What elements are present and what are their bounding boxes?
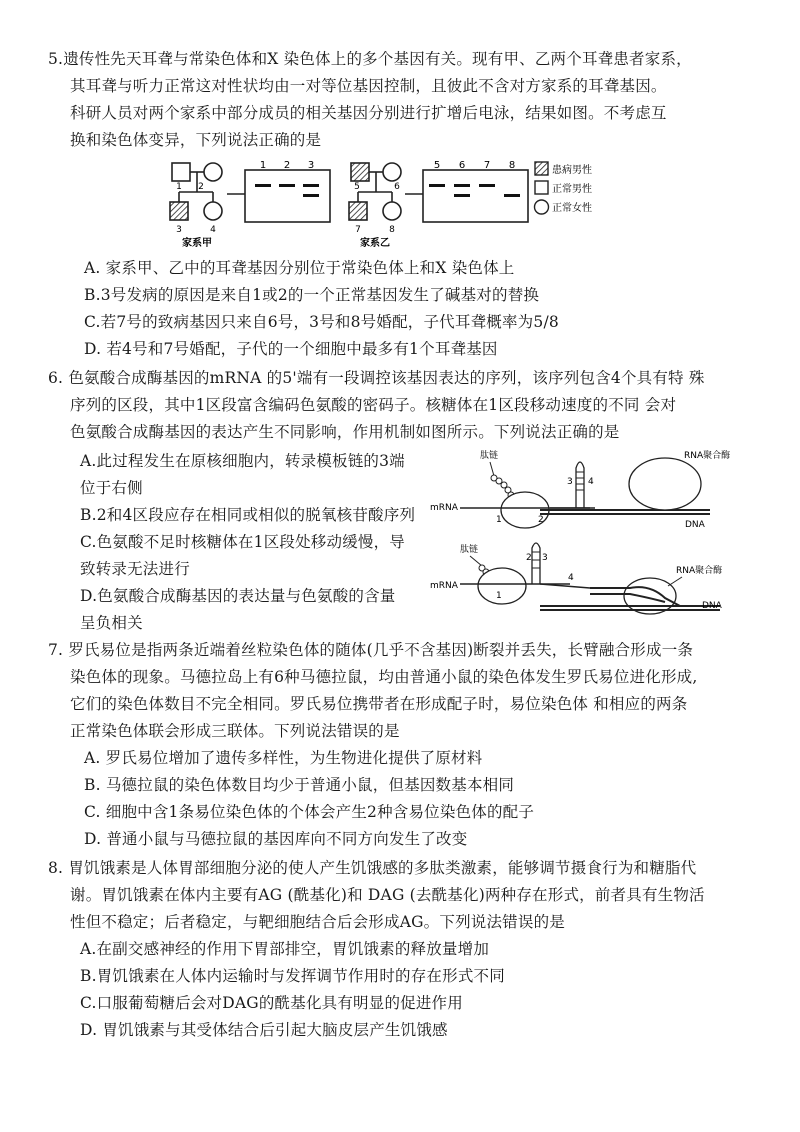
peptide-label-top: 肽链 xyxy=(480,451,499,461)
gel-b xyxy=(405,160,528,222)
rna-pol-label-top: RNA聚合酶 xyxy=(684,451,731,461)
bottom-region-4: 4 xyxy=(568,573,574,583)
gel-b-lane-6: 6 xyxy=(458,160,466,171)
q6-option-b: B.2和4区段应存在相同或相似的脱氧核苷酸序列 xyxy=(80,506,416,524)
family-b-label: 家系乙 xyxy=(360,238,390,249)
family-a-pedigree xyxy=(170,163,222,249)
gel-b-lane-8: 8 xyxy=(508,160,516,171)
q5-legend xyxy=(535,162,593,214)
member-3-affected-male xyxy=(170,202,188,220)
legend-normal-male: 正常男性 xyxy=(552,184,592,195)
q7-stem-line-3: 它们的染色体数目不完全相同。罗氏易位携带者在形成配子时，易位染色体 和相应的两条 xyxy=(70,695,688,713)
hairpin-3-4 xyxy=(576,462,584,508)
q6-option-d-line-2: 呈负相关 xyxy=(80,614,143,632)
gel-a-lane-3: 3 xyxy=(307,160,315,171)
q7-stem-line-4: 正常染色体联会形成三联体。下列说法错误的是 xyxy=(70,722,400,740)
family-b-pedigree xyxy=(349,163,401,249)
peptide-label-bottom: 肽链 xyxy=(460,545,479,555)
q6-top-panel xyxy=(430,449,730,530)
legend-normal-female-icon xyxy=(535,200,549,214)
top-region-4: 4 xyxy=(588,477,594,487)
q5-stem-line-2: 其耳聋与听力正常这对性状均由一对等位基因控制，且彼此不含对方家系的耳聋基因。 xyxy=(70,77,667,95)
gel-b-lane-5: 5 xyxy=(433,160,441,171)
q7-stem-line-2: 染色体的现象。马德拉岛上有6种马德拉鼠，均由普通小鼠的染色体发生罗氏易位进化形成, xyxy=(70,668,698,686)
legend-normal-female: 正常女性 xyxy=(552,203,592,214)
member-label-2: 2 xyxy=(198,182,204,192)
q5-option-c: C.若7号的致病基因只来自6号，3号和8号婚配，子代耳聋概率为5/8 xyxy=(84,313,559,331)
q8-stem-line-2: 谢。胃饥饿素在体内主要有AG (酰基化)和 DAG (去酰基化)两种存在形式，前者具有生物活 xyxy=(70,886,705,904)
q5-stem-line-4: 换和染色体变异，下列说法正确的是 xyxy=(70,131,322,149)
mrna-label-top: mRNA xyxy=(430,503,458,513)
q6-stem-line-2: 序列的区段，其中1区段富含编码色氨酸的密码子。核糖体在1区段移动速度的不同 会对 xyxy=(70,396,677,414)
gel-a-lane-1: 1 xyxy=(259,160,267,171)
member-label-8: 8 xyxy=(389,225,395,235)
dna-label-top: DNA xyxy=(685,520,705,530)
gel-b-band xyxy=(454,194,470,197)
member-2-normal-female xyxy=(204,163,222,181)
gel-b-band xyxy=(479,184,495,187)
q7-option-a: A. 罗氏易位增加了遗传多样性，为生物进化提供了原材料 xyxy=(84,749,483,767)
gel-a-lane-2: 2 xyxy=(283,160,291,171)
member-label-3: 3 xyxy=(176,225,182,235)
member-label-1: 1 xyxy=(176,182,182,192)
member-4-normal-female xyxy=(204,202,222,220)
member-8-normal-female xyxy=(383,202,401,220)
q6-option-c-line-2: 致转录无法进行 xyxy=(80,560,190,578)
gel-a-band xyxy=(303,184,319,187)
q5-option-a: A. 家系甲、乙中的耳聋基因分别位于常染色体上和X 染色体上 xyxy=(84,259,515,277)
gel-b-band xyxy=(454,184,470,187)
rna-pol-label-bottom: RNA聚合酶 xyxy=(676,566,723,576)
gel-a xyxy=(227,160,330,222)
q6-option-a-line-2: 位于右侧 xyxy=(80,479,143,497)
q6-transcription-figure xyxy=(430,448,750,620)
top-region-3: 3 xyxy=(567,477,573,487)
q8-stem-line-3: 性但不稳定；后者稳定，与靶细胞结合后会形成AG。下列说法错误的是 xyxy=(70,913,565,931)
gel-b-band xyxy=(429,184,445,187)
rna-polymerase-bottom xyxy=(624,578,676,614)
gel-a-band xyxy=(255,184,271,187)
member-label-7: 7 xyxy=(355,225,361,235)
q8-stem-line-1: 8. 胃饥饿素是人体胃部细胞分泌的使人产生饥饿感的多肽类激素，能够调节摄食行为和糖脂代 xyxy=(48,859,697,877)
top-region-2: 2 xyxy=(538,515,544,525)
legend-affected-male-icon xyxy=(535,162,548,175)
top-region-1: 1 xyxy=(496,515,502,525)
bottom-region-3: 3 xyxy=(542,553,548,563)
family-a-label: 家系甲 xyxy=(182,238,212,249)
member-label-5: 5 xyxy=(354,182,360,192)
member-5-affected-male xyxy=(351,163,369,181)
member-1-normal-male xyxy=(172,163,190,181)
q8-option-a: A.在副交感神经的作用下胃部排空，胃饥饿素的释放量增加 xyxy=(80,940,490,958)
gel-b-band xyxy=(504,194,520,197)
q6-stem-line-3: 色氨酸合成酶基因的表达产生不同影响，作用机制如图所示。下列说法正确的是 xyxy=(70,423,620,441)
q5-pedigree-gel-figure xyxy=(165,160,605,250)
member-label-6: 6 xyxy=(394,182,400,192)
q6-stem-line-1: 6. 色氨酸合成酶基因的mRNA 的5'端有一段调控该基因表达的序列，该序列包含4个具有特 殊 xyxy=(48,369,705,387)
legend-normal-male-icon xyxy=(535,181,548,194)
q5-stem-line-3: 科研人员对两个家系中部分成员的相关基因分别进行扩增后电泳，结果如图。不考虑互 xyxy=(70,104,667,122)
member-7-affected-male xyxy=(349,202,367,220)
bottom-region-1: 1 xyxy=(496,591,502,601)
gel-a-band xyxy=(303,194,319,197)
legend-affected-male: 患病男性 xyxy=(552,165,592,176)
q5-stem-line-1: 5.遗传性先天耳聋与常染色体和X 染色体上的多个基因有关。现有甲、乙两个耳聋患者家系， xyxy=(48,50,692,68)
q7-stem-line-1: 7. 罗氏易位是指两条近端着丝粒染色体的随体(几乎不含基因)断裂并丢失，长臂融合形成一条 xyxy=(48,641,694,659)
ribosome-bottom xyxy=(478,568,526,604)
mrna-label-bottom: mRNA xyxy=(430,581,458,591)
q5-option-d: D. 若4号和7号婚配，子代的一个细胞中最多有1个耳聋基因 xyxy=(84,340,498,358)
member-6-normal-female xyxy=(383,163,401,181)
q8-option-c: C.口服葡萄糖后会对DAG的酰基化具有明显的促进作用 xyxy=(80,994,463,1012)
gel-b-lane-7: 7 xyxy=(483,160,491,171)
dna-label-bottom: DNA xyxy=(702,601,722,611)
q7-option-c: C. 细胞中含1条易位染色体的个体会产生2种含易位染色体的配子 xyxy=(84,803,535,821)
q7-option-b: B. 马德拉鼠的染色体数目均少于普通小鼠，但基因数基本相同 xyxy=(84,776,515,794)
q7-option-d: D. 普通小鼠与马德拉鼠的基因库向不同方向发生了改变 xyxy=(84,830,468,848)
q8-option-b: B.胃饥饿素在人体内运输时与发挥调节作用时的存在形式不同 xyxy=(80,967,505,985)
gel-a-band xyxy=(279,184,295,187)
q6-option-a-line-1: A.此过程发生在原核细胞内，转录模板链的3端 xyxy=(80,452,405,470)
rna-polymerase-top xyxy=(629,458,701,510)
q5-option-b: B.3号发病的原因是来自1或2的一个正常基因发生了碱基对的替换 xyxy=(84,286,540,304)
q6-bottom-panel xyxy=(430,543,723,614)
q8-option-d: D. 胃饥饿素与其受体结合后引起大脑皮层产生饥饿感 xyxy=(80,1021,448,1039)
q6-option-c-line-1: C.色氨酸不足时核糖体在1区段处移动缓慢，导 xyxy=(80,533,405,551)
bottom-region-2: 2 xyxy=(526,553,532,563)
member-label-4: 4 xyxy=(210,225,216,235)
hairpin-2-3 xyxy=(532,543,540,584)
q6-option-d-line-1: D.色氨酸合成酶基因的表达量与色氨酸的含量 xyxy=(80,587,396,605)
